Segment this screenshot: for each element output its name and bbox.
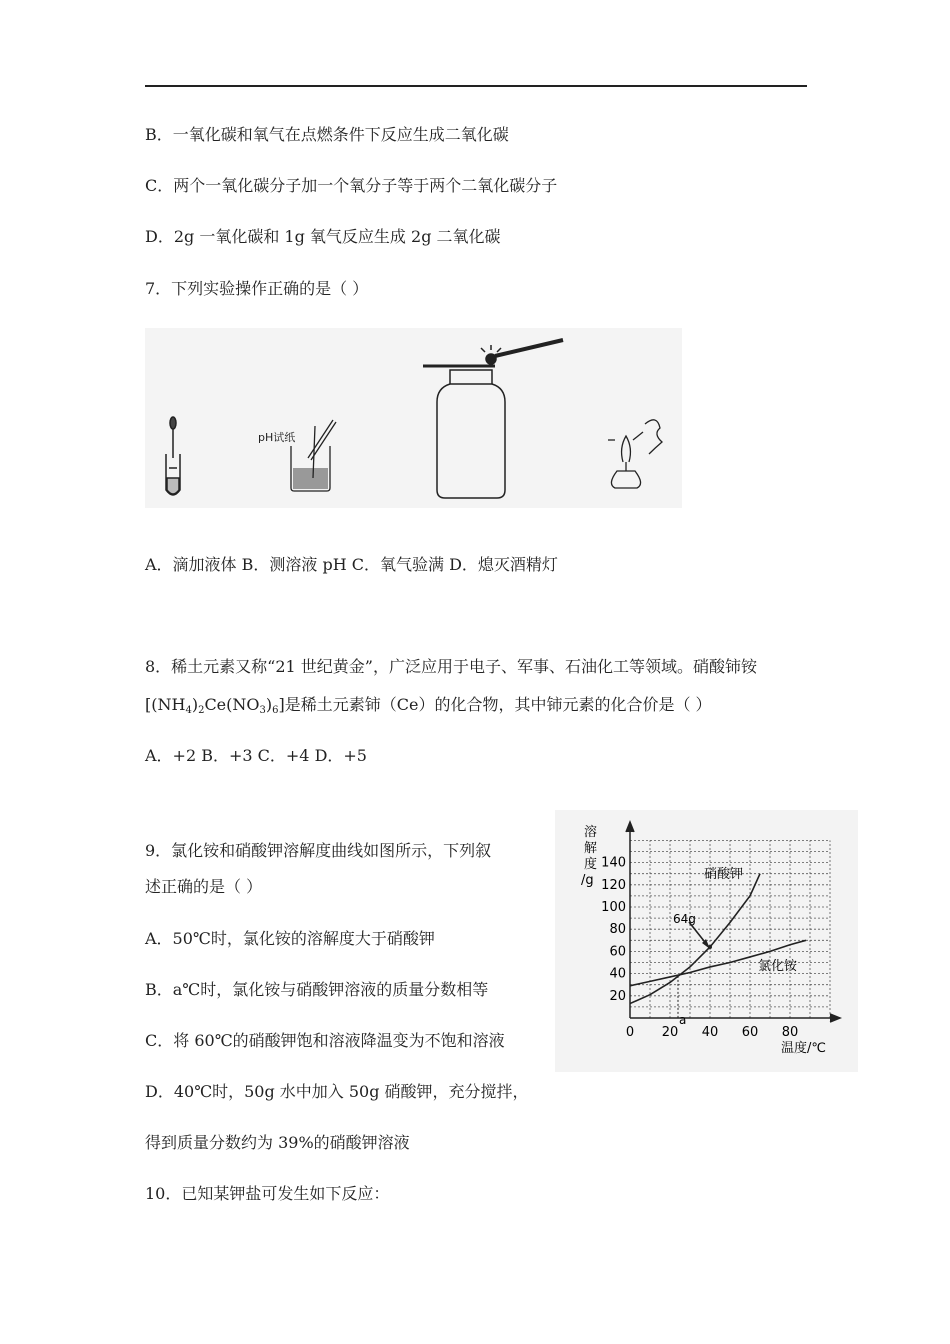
- q7-figure: [145, 328, 682, 508]
- q7-stem: 7．下列实验操作正确的是（ ）: [145, 279, 369, 298]
- q9-option-d: D．40℃时，50g 水中加入 50g 硝酸钾，充分搅拌，: [145, 1082, 529, 1101]
- chart-axes: [626, 822, 840, 1022]
- y-label-3: 度: [584, 857, 598, 872]
- q9-option-c: C．将 60℃的硝酸钾饱和溶液降温变为不饱和溶液: [145, 1031, 505, 1050]
- y-tick-label: 40: [609, 966, 626, 982]
- ph-paper-label: pH试纸: [258, 431, 296, 444]
- x-tick-label: 0: [625, 1025, 635, 1040]
- q9-option-a: A．50℃时，氯化铵的溶解度大于硝酸钾: [145, 929, 435, 948]
- beaker-ph: [258, 420, 336, 491]
- y-tick-label: 60: [609, 944, 626, 960]
- q9-option-d-cont: 得到质量分数约为 39%的硝酸钾溶液: [145, 1133, 410, 1152]
- y-tick-label: 80: [609, 922, 626, 938]
- alcohol-lamp: [608, 420, 662, 488]
- y-label-4: /g: [581, 873, 594, 888]
- x-tick-label: 20: [661, 1025, 679, 1040]
- x-axis-label: 温度/℃: [781, 1041, 826, 1056]
- top-rule: [145, 85, 807, 87]
- q8-options: A．+2 B．+3 C．+4 D．+5: [145, 746, 367, 765]
- y-tick-label: 100: [601, 900, 626, 915]
- dropper-test-tube: [166, 417, 180, 495]
- y-label-1: 溶: [584, 825, 598, 840]
- y-label-2: 解: [584, 841, 598, 856]
- x-tick-label: 60: [741, 1025, 759, 1040]
- y-tick-label: 20: [609, 988, 626, 1004]
- q6-option-c: C．两个一氧化碳分子加一个氧分子等于两个二氧化碳分子: [145, 176, 558, 195]
- q9-stem-line2: 述正确的是（ ）: [145, 877, 263, 896]
- q8-stem-line2: $[(NH_4)_2Ce(NO_3)_6]$是稀土元素铈（Ce）的化合物，其中铈元素的化合价是（ ）: [145, 695, 712, 716]
- solubility-chart-svg: [555, 810, 858, 1072]
- annotation-64g: 64g: [673, 912, 696, 926]
- q8-stem-line1: 8．稀土元素又称“21 世纪黄金”，广泛应用于电子、军事、石油化工等领域。硝酸铈铵: [145, 657, 757, 676]
- q7-apparatus-drawing: [145, 328, 682, 508]
- x-tick-label: 80: [781, 1025, 799, 1040]
- q7-options: A．滴加液体 B．测溶液 pH C．氧气验满 D．熄灭酒精灯: [145, 555, 558, 574]
- gas-bottle: [423, 340, 563, 498]
- q6-option-d: D．2g 一氧化碳和 1g 氧气反应生成 2g 二氧化碳: [145, 227, 501, 246]
- x-tick-label: 40: [701, 1025, 719, 1040]
- annotation-a: a: [679, 1013, 687, 1027]
- q10-stem: 10．已知某钾盐可发生如下反应：: [145, 1184, 390, 1203]
- y-tick-label: 120: [601, 877, 626, 893]
- y-tick-label: 140: [601, 855, 626, 871]
- q6-option-b: B．一氧化碳和氧气在点燃条件下反应生成二氧化碳: [145, 125, 509, 144]
- q9-stem-line1: 9．氯化铵和硝酸钾溶解度曲线如图所示，下列叙: [145, 841, 492, 860]
- q9-option-b: B．a℃时，氯化铵与硝酸钾溶液的质量分数相等: [145, 980, 489, 999]
- solubility-chart: [555, 810, 858, 1072]
- series-label-nh4cl: 氯化铵: [758, 959, 798, 974]
- series-label-kno3: 硝酸钾: [704, 867, 744, 882]
- series-line-kno3: [630, 874, 760, 1004]
